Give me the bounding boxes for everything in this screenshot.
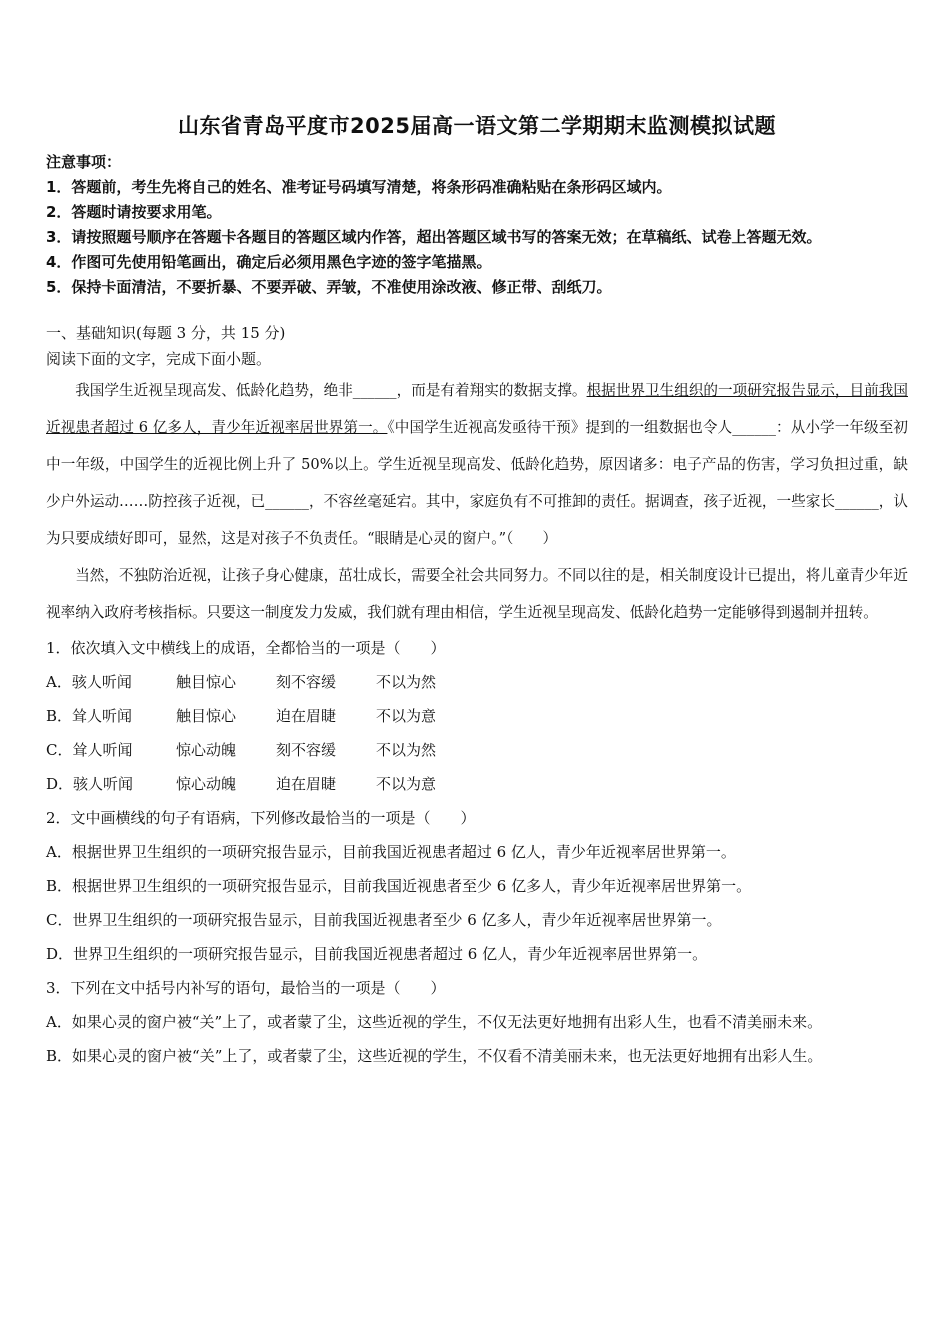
option-term: B．耸人听闻 — [46, 707, 133, 725]
question-1-option-d[interactable] — [46, 767, 908, 801]
question-2-option-a[interactable]: A．根据世界卫生组织的一项研究报告显示，目前我国近视患者超过 6 亿人，青少年近视率居世界第一。 — [46, 843, 736, 861]
question-2-option-d[interactable]: D．世界卫生组织的一项研究报告显示，目前我国近视患者超过 6 亿人，青少年近视率居世界第一。 — [46, 945, 708, 963]
exam-body — [46, 320, 908, 1073]
notice-heading: 注意事项： — [46, 153, 122, 171]
question-1-option-c[interactable] — [46, 733, 908, 767]
passage-paragraph-2: 当然，不独防治近视，让孩子身心健康，茁壮成长，需要全社会共同努力。不同以往的是，相关制度设计已提出，将儿童青少年近视率纳入政府考核指标。只要这一制度发力发威，我们就有理由相信，学生近视呈现高发、低龄化趋势一定能够得到遏制并扭转。 — [46, 567, 908, 621]
question-1-option-b[interactable] — [46, 699, 908, 733]
passage-text: 《中国学生近视高发亟待干预》提到的一组数据也令人______：从小学一年级至初中一年级，中国学生的近视比例上升了 50%以上。学生近视呈现高发、低龄化趋势，原因诸多：电子产品的伤害，学习负担过重，缺少户外运动……防控孩子近视，已______，不容丝毫延宕。其中，家庭负有不可推卸的责任。据调查，孩子近视，一些家长______，认为只要成绩好即可，显然，这是对孩子不负责任。“眼睛是心灵的窗户。”（ ） — [46, 419, 908, 547]
option-term: 触目惊心 — [176, 673, 237, 691]
notice-item: 2．答题时请按要求用笔。 — [46, 203, 222, 221]
option-term: 惊心动魄 — [176, 741, 237, 759]
option-term: 不以为意 — [376, 707, 437, 725]
option-term: 不以为意 — [376, 775, 437, 793]
question-3-option-b[interactable]: B．如果心灵的窗户被“关”上了，或者蒙了尘，这些近视的学生，不仅看不清美丽未来，也无法更好地拥有出彩人生。 — [46, 1047, 823, 1065]
option-term: 惊心动魄 — [176, 775, 237, 793]
passage-paragraph-1 — [46, 372, 908, 557]
section-instruction: 阅读下面的文字，完成下面小题。 — [46, 350, 272, 368]
option-term: D．骇人听闻 — [46, 775, 134, 793]
question-2-option-b[interactable]: B．根据世界卫生组织的一项研究报告显示，目前我国近视患者至少 6 亿多人，青少年近视率居世界第一。 — [46, 877, 752, 895]
notice-item: 1．答题前，考生先将自己的姓名、准考证号码填写清楚，将条形码准确粘贴在条形码区域内。 — [46, 178, 672, 196]
option-term: 刻不容缓 — [276, 673, 337, 691]
notice-item: 4．作图可先使用铅笔画出，确定后必须用黑色字迹的签字笔描黑。 — [46, 253, 492, 271]
question-3-option-a[interactable]: A．如果心灵的窗户被“关”上了，或者蒙了尘，这些近视的学生，不仅无法更好地拥有出彩人生，也看不清美丽未来。 — [46, 1013, 823, 1031]
section-title: 一、基础知识(每题 3 分，共 15 分) — [46, 324, 286, 342]
notice-block — [46, 150, 908, 300]
option-term: 不以为然 — [376, 741, 437, 759]
question-1-option-a[interactable] — [46, 665, 908, 699]
option-term: C．耸人听闻 — [46, 741, 133, 759]
question-3-stem: 3．下列在文中括号内补写的语句，最恰当的一项是（ ） — [46, 979, 446, 997]
option-term: 迫在眉睫 — [276, 707, 337, 725]
passage-text: 我国学生近视呈现高发、低龄化趋势，绝非______，而是有着翔实的数据支撑。 — [75, 382, 587, 399]
reading-passage — [46, 372, 908, 631]
option-term: 迫在眉睫 — [276, 775, 337, 793]
question-2-stem: 2．文中画横线的句子有语病，下列修改最恰当的一项是（ ） — [46, 809, 476, 827]
option-term: 触目惊心 — [176, 707, 237, 725]
question-1-stem: 1．依次填入文中横线上的成语，全都恰当的一项是（ ） — [46, 639, 446, 657]
notice-item: 3．请按照题号顺序在答题卡各题目的答题区域内作答，超出答题区域书写的答案无效；在草稿纸、试卷上答题无效。 — [46, 228, 822, 246]
notice-item: 5．保持卡面清洁，不要折暴、不要弄破、弄皱，不准使用涂改液、修正带、刮纸刀。 — [46, 278, 612, 296]
option-term: 刻不容缓 — [276, 741, 337, 759]
page-title: 山东省青岛平度市2025届高一语文第二学期期末监测模拟试题 — [178, 114, 776, 138]
option-term: A．骇人听闻 — [46, 673, 132, 691]
underlined-sentence: 根据世界卫生组织的一项研究报告显示，目前我国近视患者超过 6 亿多人，青少年近视率居世界第一。 — [46, 382, 908, 436]
question-2-option-c[interactable]: C．世界卫生组织的一项研究报告显示，目前我国近视患者至少 6 亿多人，青少年近视率居世界第一。 — [46, 911, 722, 929]
option-term: 不以为然 — [376, 673, 437, 691]
